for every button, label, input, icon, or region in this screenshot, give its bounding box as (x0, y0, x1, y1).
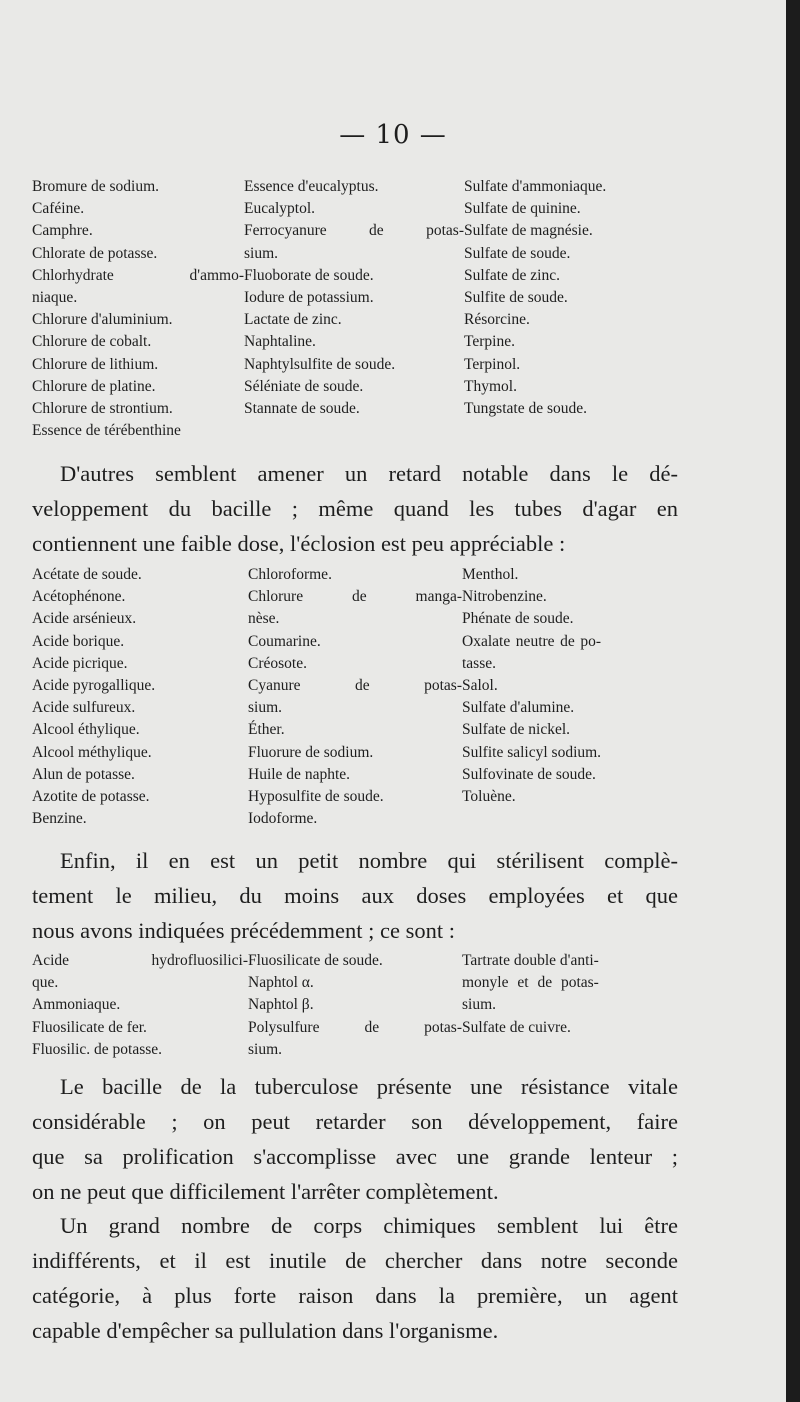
list-item: Cyanure de potas- (248, 676, 462, 694)
list-item: Chlorure de manga- (248, 588, 462, 606)
list-item: Sulfite salicyl sodium. (462, 743, 602, 761)
list-item: Essence d'eucalyptus. (244, 178, 379, 195)
list-column (32, 950, 248, 1061)
list-item: Fluorure de sodium. (248, 743, 374, 761)
list-item: Polysulfure de potas- (248, 1018, 462, 1036)
list-item: Naphtol α. (248, 974, 314, 992)
list-item: Alun de potasse. (32, 765, 135, 783)
paragraph-line: Un grand nombre de corps chimiques semblent lui être (60, 1213, 678, 1238)
list-item: Thymol. (464, 377, 517, 395)
list-item: Fluoborate de soude. (244, 266, 374, 284)
list-item: Phénate de soude. (462, 610, 574, 628)
list-item: Sulfate de soude. (464, 244, 571, 262)
paragraph-line: veloppement du bacille ; même quand les tubes d'agar en (32, 496, 678, 521)
list-item: Caféine. (32, 200, 85, 218)
paragraph-line: D'autres semblent amener un retard notable dans le dé- (60, 461, 678, 486)
substance-list-sterilize (32, 950, 686, 1061)
list-item: Toluène. (462, 787, 516, 805)
list-column (464, 176, 606, 442)
paragraph-retard (32, 456, 678, 561)
list-item: Huile de naphte. (248, 765, 351, 783)
paragraph-line: Enfin, il en est un petit nombre qui stérilisent complè- (60, 848, 678, 873)
list-item: Acide borique. (32, 632, 125, 650)
list-item: sium. (244, 244, 279, 262)
paragraph-line: Le bacille de la tuberculose présente une résistance vitale (60, 1074, 678, 1099)
list-item: Chloroforme. (248, 566, 332, 583)
paragraph-sterilize (32, 843, 678, 948)
list-column (248, 564, 462, 830)
page-number: — 10 — (339, 120, 447, 150)
list-item: Iodoforme. (248, 810, 318, 828)
paragraph-line: que sa prolification s'accomplisse avec une grande lenteur ; (32, 1144, 678, 1169)
list-item: Sulfate de zinc. (464, 266, 560, 284)
list-item: Chlorate de potasse. (32, 244, 158, 262)
paragraph-line: tement le milieu, du moins aux doses employées et que (32, 883, 678, 908)
list-item: niaque. (32, 288, 78, 306)
list-item: Naphtylsulfite de soude. (244, 355, 396, 373)
list-item: Chlorure de lithium. (32, 355, 159, 373)
list-item: Benzine. (32, 810, 87, 828)
list-item: Acide picrique. (32, 654, 128, 672)
list-item: Sulfate de quinine. (464, 200, 581, 218)
paragraph-line: on ne peut que difficilement l'arrêter complètement. (32, 1179, 499, 1204)
list-item: Ferrocyanure de potas- (244, 222, 464, 240)
list-item: Tartrate double d'anti- (462, 952, 599, 969)
list-item: Ammoniaque. (32, 996, 121, 1014)
list-item: Fluosilicate de fer. (32, 1018, 147, 1036)
list-item: Sulfovinate de soude. (462, 765, 596, 783)
list-item: Acide hydrofluosilici- (32, 952, 248, 969)
list-item: Stannate de soude. (244, 399, 360, 417)
list-item: Créosote. (248, 654, 307, 672)
list-item: que. (32, 974, 59, 992)
list-item: Séléniate de soude. (244, 377, 364, 395)
list-item: Lactate de zinc. (244, 311, 342, 329)
list-item: Chlorure d'aluminium. (32, 311, 173, 329)
list-item: Salol. (462, 676, 498, 694)
list-item: tasse. (462, 654, 497, 672)
list-item: Sulfate d'ammoniaque. (464, 178, 607, 195)
list-item: Sulfite de soude. (464, 288, 568, 306)
list-item: Acide arsénieux. (32, 610, 137, 628)
list-item: sium. (462, 996, 497, 1014)
list-item: Terpinol. (464, 355, 521, 373)
list-item: Chlorure de cobalt. (32, 333, 152, 351)
paragraph-indifferent (32, 1208, 678, 1348)
list-item: sium. (248, 699, 283, 717)
paragraph-line: nous avons indiquées précédemment ; ce sont : (32, 918, 456, 943)
list-item: Résorcine. (464, 311, 530, 329)
list-item: Éther. (248, 721, 285, 739)
list-column (248, 950, 462, 1061)
paragraph-line: catégorie, à plus forte raison dans la première, un agent (32, 1283, 678, 1308)
list-item: Sulfate de nickel. (462, 721, 571, 739)
list-item: Sulfate de magnésie. (464, 222, 593, 240)
list-item: Essence de térébenthine (32, 422, 181, 440)
list-column (32, 564, 248, 830)
list-item: Tungstate de soude. (464, 399, 587, 417)
list-item: Camphre. (32, 222, 93, 240)
list-item: monyle et de potas- (462, 974, 599, 992)
list-column (462, 564, 601, 830)
list-column (244, 176, 464, 442)
list-item: Terpine. (464, 333, 515, 351)
list-item: Acétate de soude. (32, 566, 142, 583)
list-item: Chlorure de strontium. (32, 399, 173, 417)
list-item: Eucalyptol. (244, 200, 316, 218)
list-item: Chlorure de platine. (32, 377, 156, 395)
list-item: Chlorhydrate d'ammo- (32, 266, 244, 284)
list-item: Alcool méthylique. (32, 743, 152, 761)
paragraph-line: contiennent une faible dose, l'éclosion est peu appréciable : (32, 531, 566, 556)
list-item: Bromure de sodium. (32, 178, 159, 195)
list-item: Hyposulfite de soude. (248, 787, 384, 805)
list-item: Fluosilic. de potasse. (32, 1040, 163, 1058)
list-item: Alcool éthylique. (32, 721, 140, 739)
list-item: sium. (248, 1040, 283, 1058)
substance-list-no-effect (32, 176, 686, 442)
list-item: Nitrobenzine. (462, 588, 547, 606)
list-column (32, 176, 244, 442)
substance-list-retard (32, 564, 686, 830)
list-item: Fluosilicate de soude. (248, 952, 383, 969)
list-item: Menthol. (462, 566, 519, 583)
list-item: nèse. (248, 610, 280, 628)
list-item: Coumarine. (248, 632, 321, 650)
paragraph-line: considérable ; on peut retarder son développement, faire (32, 1109, 678, 1134)
paragraph-resistance (32, 1069, 678, 1209)
paragraph-line: indifférents, et il est inutile de chercher dans notre seconde (32, 1248, 678, 1273)
list-item: Naphtol β. (248, 996, 314, 1014)
list-item: Oxalate neutre de po- (462, 632, 602, 650)
list-item: Azotite de potasse. (32, 787, 150, 805)
list-item: Sulfate d'alumine. (462, 699, 575, 717)
list-item: Sulfate de cuivre. (462, 1018, 571, 1036)
list-item: Acétophénone. (32, 588, 126, 606)
list-item: Acide pyrogallique. (32, 676, 156, 694)
list-column (462, 950, 599, 1061)
list-item: Naphtaline. (244, 333, 316, 351)
paragraph-line: capable d'empêcher sa pullulation dans l'organisme. (32, 1318, 499, 1343)
list-item: Acide sulfureux. (32, 699, 136, 717)
list-item: Iodure de potassium. (244, 288, 374, 306)
